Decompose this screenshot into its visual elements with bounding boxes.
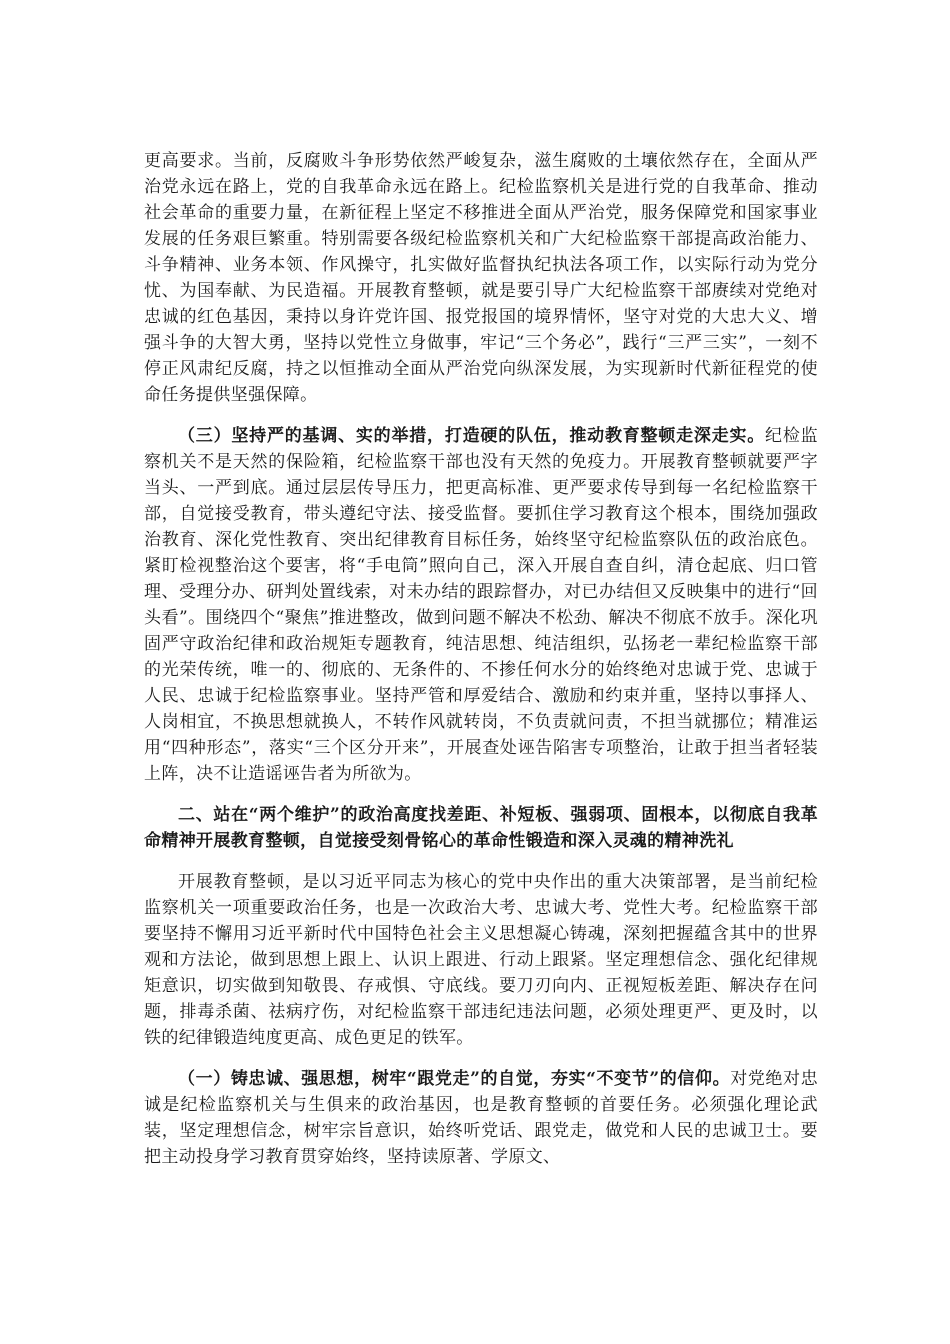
section-heading-inline: （三）坚持严的基调、实的举措，打造硬的队伍，推动教育整顿走深走实。 bbox=[178, 426, 766, 446]
paragraph-text: 开展教育整顿，是以习近平同志为核心的党中央作出的重大决策部署，是当前纪检监察机关一项重要政治任务，也是一次政治大考、忠诚大考、党性大考。纪检监察干部要坚持不懈用习近平新时代中国特色社会主义思想凝心铸魂，深刻把握蕴含其中的世界观和方法论，做到思想上跟上、认识上跟进、行动上跟紧。坚定理想信念、强化纪律规矩意识，切实做到知敬畏、存戒惧、守底线。要刀刃向内、正视短板差距、解决存在问题，排毒杀菌、祛病疗伤，对纪检监察干部违纪违法问题，必须处理更严、更及时，以铁的纪律锻造纯度更高、成色更足的铁军。 bbox=[144, 872, 818, 1048]
paragraph-chapter-2-intro bbox=[144, 869, 818, 1051]
paragraph-text: 更高要求。当前，反腐败斗争形势依然严峻复杂，滋生腐败的土壤依然存在，全面从严治党永远在路上，党的自我革命永远在路上。纪检监察机关是进行党的自我革命、推动社会革命的重要力量，在新征程上坚定不移推进全面从严治党，服务保障党和国家事业发展的任务艰巨繁重。特别需要各级纪检监察机关和广大纪检监察干部提高政治能力、斗争精神、业务本领、作风操守，扎实做好监督执纪执法各项工作，以实际行动为党分忧、为国奉献、为民造福。开展教育整顿，就是要引导广大纪检监察干部赓续对党绝对忠诚的红色基因，秉持以身许党许国、报党报国的境界情怀，坚守对党的大忠大义、增强斗争的大智大勇，坚持以党性立身做事，牢记“三个务必”，践行“三严三实”，一刻不停正风肃纪反腐，持之以恒推动全面从严治党向纵深发展，为实现新时代新征程党的使命任务提供坚强保障。 bbox=[144, 151, 818, 405]
paragraph-section-3 bbox=[144, 423, 818, 787]
document-page bbox=[144, 148, 818, 1170]
paragraph-continuation bbox=[144, 148, 818, 408]
heading-text: 二、站在“两个维护”的政治高度找差距、补短板、强弱项、固根本，以彻底自我革命精神开展教育整顿，自觉接受刻骨铭心的革命性锻造和深入灵魂的精神洗礼 bbox=[144, 805, 818, 851]
paragraph-text: 对党绝对忠诚是纪检监察机关与生俱来的政治基因，也是教育整顿的首要任务。必须强化理论武装，坚定理想信念，树牢宗旨意识，始终听党话、跟党走，做党和人民的忠诚卫士。要把主动投身学习教育贯穿始终，坚持读原著、学原文、 bbox=[144, 1069, 819, 1167]
paragraph-section-1 bbox=[144, 1066, 818, 1170]
chapter-heading-2 bbox=[144, 802, 818, 854]
paragraph-text: 纪检监察机关不是天然的保险箱，纪检监察干部也没有天然的免疫力。开展教育整顿就要严字当头、一严到底。通过层层传导压力，把更高标准、更严要求传导到每一名纪检监察干部，自觉接受教育，带头遵纪守法、接受监督。要抓住学习教育这个根本，围绕加强政治教育、深化党性教育、突出纪律教育目标任务，始终坚守纪检监察队伍的政治底色。紧盯检视整治这个要害，将“手电筒”照向自己，深入开展自查自纠，清仓起底、归口管理、受理分办、研判处置线索，对未办结的跟踪督办，对已办结但又反映集中的进行“回头看”。围绕四个“聚焦”推进整改，做到问题不解决不松劲、解决不彻底不放手。深化巩固严守政治纪律和政治规矩专题教育，纯洁思想、纯洁组织，弘扬老一辈纪检监察干部的光荣传统，唯一的、彻底的、无条件的、不掺任何水分的始终绝对忠诚于党、忠诚于人民、忠诚于纪检监察事业。坚持严管和厚爱结合、激励和约束并重，坚持以事择人、人岗相宜，不换思想就换人，不转作风就转岗，不负责就问责，不担当就挪位；精准运用“四种形态”，落实“三个区分开来”，开展查处诬告陷害专项整治，让敢于担当者轻装上阵，决不让造谣诬告者为所欲为。 bbox=[144, 426, 818, 784]
section-heading-inline: （一）铸忠诚、强思想，树牢“跟党走”的自觉，夯实“不变节”的信仰。 bbox=[178, 1069, 731, 1089]
